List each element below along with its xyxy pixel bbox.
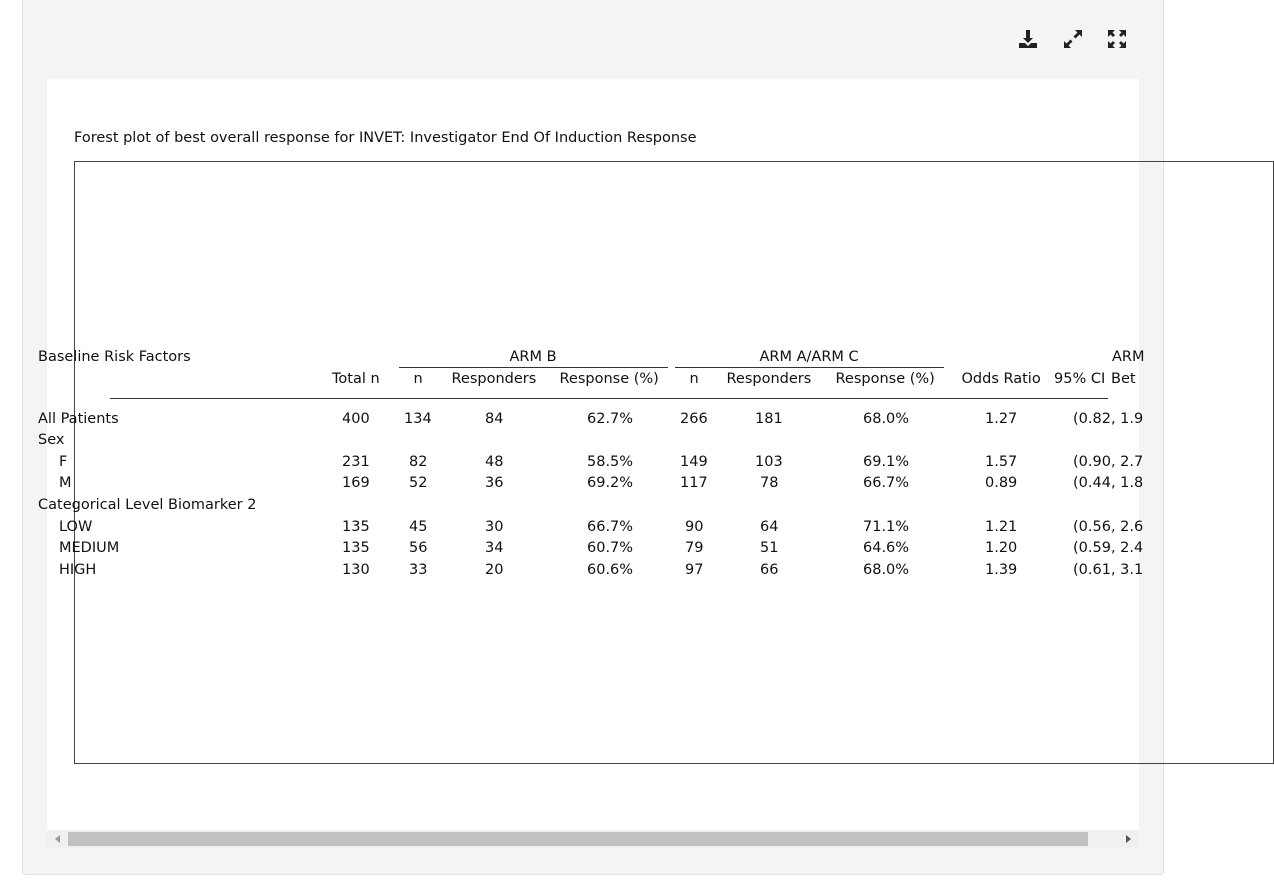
group-header: ARM B bbox=[509, 349, 557, 365]
horizontal-scrollbar[interactable] bbox=[47, 830, 1139, 848]
table-cell: (0.56, 2.6 bbox=[1073, 519, 1144, 535]
table-cell: 266 bbox=[680, 411, 708, 427]
table-cell: 79 bbox=[685, 540, 704, 556]
column-header: n bbox=[689, 371, 699, 387]
forest-table bbox=[38, 79, 1145, 830]
table-cell: 60.7% bbox=[587, 540, 634, 556]
row-label: Categorical Level Biomarker 2 bbox=[38, 497, 257, 513]
table-cell: (0.90, 2.7 bbox=[1073, 454, 1144, 470]
favor-label: Bet bbox=[1111, 371, 1136, 387]
fullscreen-icon[interactable] bbox=[1105, 27, 1129, 51]
table-cell: 1.39 bbox=[985, 562, 1018, 578]
column-header: Total n bbox=[332, 371, 380, 387]
table-cell: 64.6% bbox=[863, 540, 910, 556]
table-cell: 34 bbox=[485, 540, 504, 556]
scrollbar-thumb[interactable] bbox=[68, 832, 1088, 846]
table-cell: 69.1% bbox=[863, 454, 910, 470]
table-cell: (0.61, 3.1 bbox=[1073, 562, 1144, 578]
table-cell: 90 bbox=[685, 519, 704, 535]
scroll-left-icon[interactable] bbox=[55, 835, 60, 843]
table-cell: 135 bbox=[342, 519, 370, 535]
column-header: n bbox=[413, 371, 423, 387]
chart-title: Forest plot of best overall response for INVET: Investigator End Of Induction Response bbox=[74, 130, 697, 146]
table-cell: 134 bbox=[404, 411, 432, 427]
column-header: Responders bbox=[451, 371, 537, 387]
table-cell: 0.89 bbox=[985, 475, 1018, 491]
table-cell: 62.7% bbox=[587, 411, 634, 427]
table-cell: 82 bbox=[409, 454, 428, 470]
group-underline bbox=[675, 367, 944, 368]
table-cell: 1.20 bbox=[985, 540, 1018, 556]
expand-icon[interactable] bbox=[1061, 27, 1085, 51]
table-cell: 56 bbox=[409, 540, 428, 556]
table-cell: 71.1% bbox=[863, 519, 910, 535]
column-header: Response (%) bbox=[559, 371, 659, 387]
table-cell: 52 bbox=[409, 475, 428, 491]
table-cell: 66 bbox=[760, 562, 779, 578]
table-cell: 66.7% bbox=[863, 475, 910, 491]
column-header: Odds Ratio bbox=[961, 371, 1041, 387]
column-header: Baseline Risk Factors bbox=[38, 349, 191, 365]
column-header: 95% CI bbox=[1054, 371, 1106, 387]
row-label: LOW bbox=[59, 519, 93, 535]
table-cell: 84 bbox=[485, 411, 504, 427]
row-label: M bbox=[59, 475, 72, 491]
row-label: F bbox=[59, 454, 68, 470]
group-underline bbox=[399, 367, 668, 368]
table-cell: 51 bbox=[760, 540, 779, 556]
row-label: Sex bbox=[38, 432, 65, 448]
table-cell: 169 bbox=[342, 475, 370, 491]
table-cell: 149 bbox=[680, 454, 708, 470]
table-cell: 400 bbox=[342, 411, 370, 427]
table-cell: 78 bbox=[760, 475, 779, 491]
row-label: All Patients bbox=[38, 411, 119, 427]
table-cell: 33 bbox=[409, 562, 428, 578]
table-cell: 68.0% bbox=[863, 411, 910, 427]
table-cell: (0.82, 1.9 bbox=[1073, 411, 1144, 427]
scroll-right-icon[interactable] bbox=[1126, 835, 1131, 843]
table-cell: 66.7% bbox=[587, 519, 634, 535]
group-header: ARM A/ARM C bbox=[759, 349, 859, 365]
table-cell: 181 bbox=[755, 411, 783, 427]
table-cell: 1.27 bbox=[985, 411, 1018, 427]
table-cell: 117 bbox=[680, 475, 708, 491]
column-header: Responders bbox=[726, 371, 812, 387]
header-rule bbox=[110, 398, 1108, 399]
table-cell: (0.59, 2.4 bbox=[1073, 540, 1144, 556]
row-label: MEDIUM bbox=[59, 540, 120, 556]
table-cell: 68.0% bbox=[863, 562, 910, 578]
table-cell: (0.44, 1.8 bbox=[1073, 475, 1144, 491]
table-cell: 30 bbox=[485, 519, 504, 535]
table-cell: 130 bbox=[342, 562, 370, 578]
table-cell: 97 bbox=[685, 562, 704, 578]
table-cell: 64 bbox=[760, 519, 779, 535]
table-cell: 20 bbox=[485, 562, 504, 578]
column-header: Response (%) bbox=[835, 371, 935, 387]
group-header: ARM bbox=[1112, 349, 1145, 365]
table-cell: 48 bbox=[485, 454, 504, 470]
table-cell: 69.2% bbox=[587, 475, 634, 491]
table-cell: 231 bbox=[342, 454, 370, 470]
table-cell: 45 bbox=[409, 519, 428, 535]
table-cell: 36 bbox=[485, 475, 504, 491]
table-cell: 135 bbox=[342, 540, 370, 556]
table-cell: 58.5% bbox=[587, 454, 634, 470]
table-cell: 1.21 bbox=[985, 519, 1018, 535]
table-cell: 1.57 bbox=[985, 454, 1018, 470]
table-cell: 103 bbox=[755, 454, 783, 470]
table-cell: 60.6% bbox=[587, 562, 634, 578]
row-label: HIGH bbox=[59, 562, 97, 578]
download-icon[interactable] bbox=[1016, 27, 1040, 51]
